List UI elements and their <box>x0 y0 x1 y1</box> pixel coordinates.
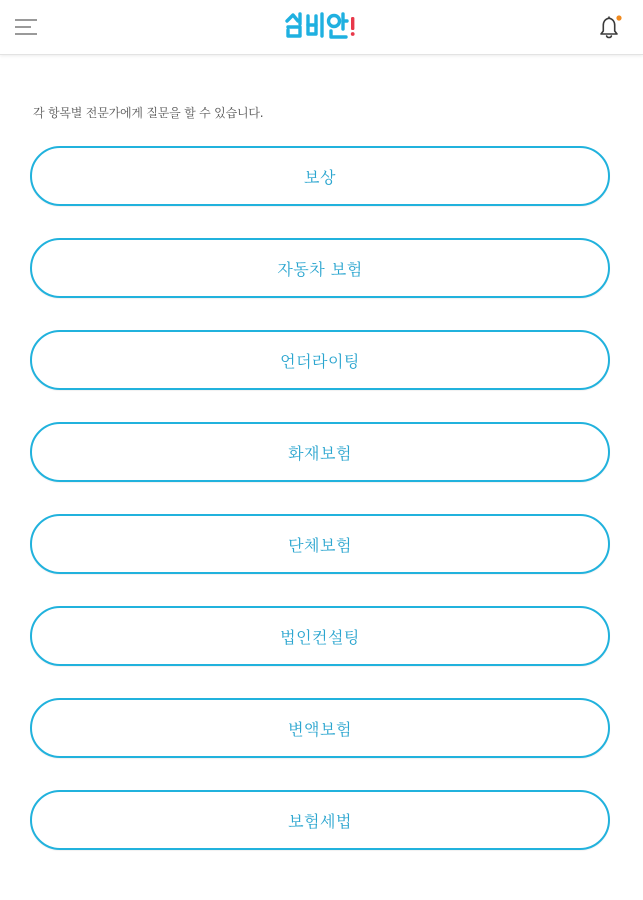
category-button-fire-insurance[interactable]: 화재보험 <box>30 422 610 482</box>
bell-icon <box>595 13 625 41</box>
intro-text: 각 항목별 전문가에게 질문을 할 수 있습니다. <box>33 106 264 120</box>
category-button-underwriting[interactable]: 언더라이팅 <box>30 330 610 390</box>
category-button-auto-insurance[interactable]: 자동차 보험 <box>30 238 610 298</box>
category-button-group-insurance[interactable]: 단체보험 <box>30 514 610 574</box>
notification-dot <box>616 15 621 20</box>
logo-wordmark <box>282 8 362 44</box>
menu-button[interactable] <box>12 14 42 40</box>
category-list <box>30 146 610 882</box>
category-button-variable-insurance[interactable]: 변액보험 <box>30 698 610 758</box>
notification-button[interactable] <box>595 13 625 41</box>
category-button-insurance-tax-law[interactable]: 보험세법 <box>30 790 610 850</box>
top-bar <box>0 0 643 55</box>
category-button-compensation[interactable]: 보상 <box>30 146 610 206</box>
app-logo[interactable] <box>282 8 362 44</box>
hamburger-menu-icon <box>12 14 42 40</box>
category-button-corporate-consulting[interactable]: 법인컨설팅 <box>30 606 610 666</box>
